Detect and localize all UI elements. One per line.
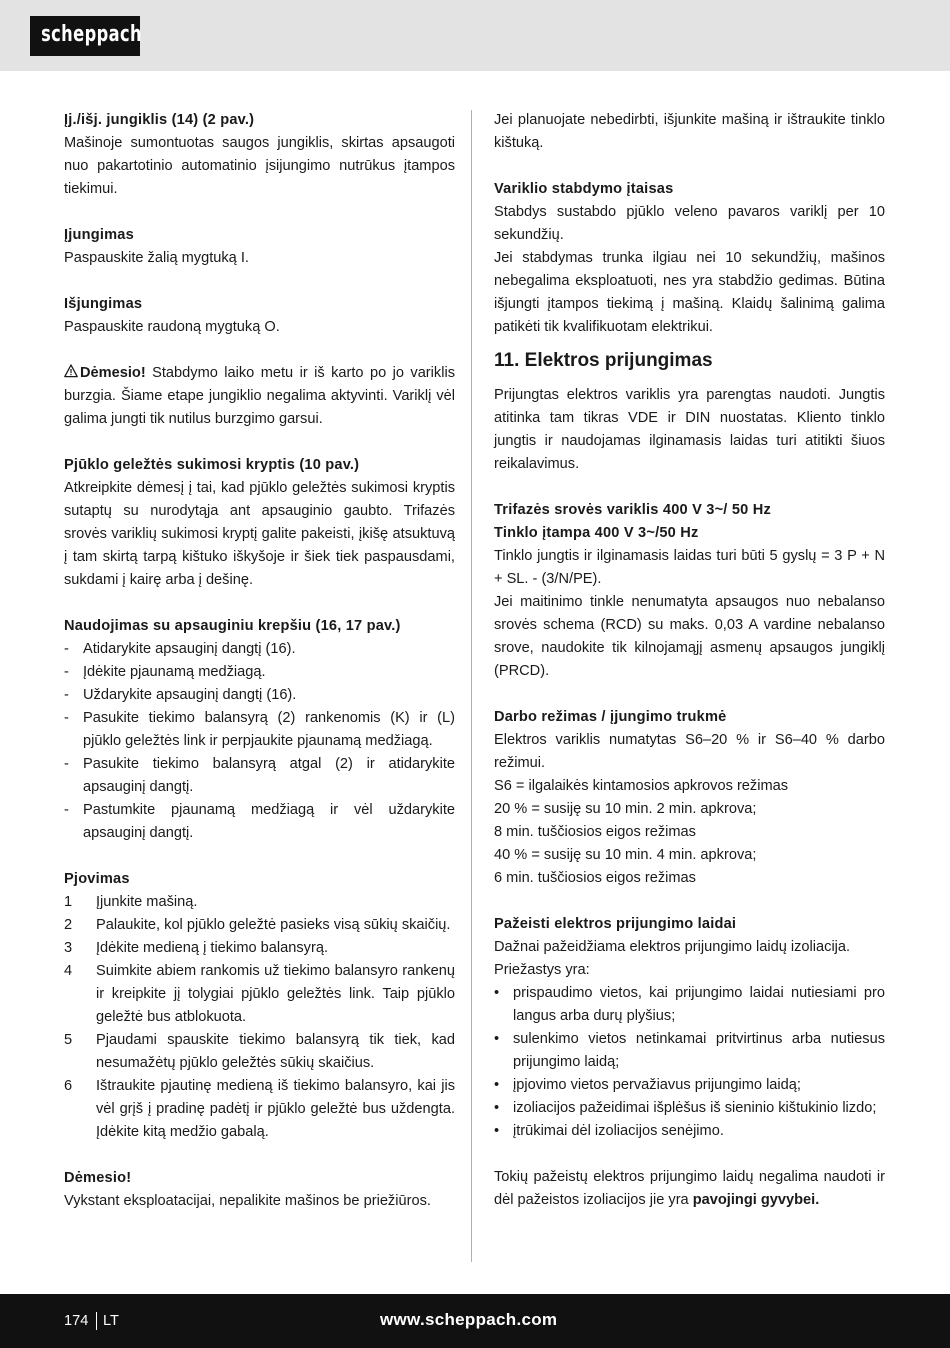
- list-item: - Pastumkite pjaunamą medžiagą ir vėl uždarykite apsauginį dangtį.: [64, 802, 455, 841]
- duty-line: S6 = ilgalaikės kintamosios apkrovos režimas: [494, 778, 789, 794]
- website-link[interactable]: www.scheppach.com: [380, 1310, 558, 1329]
- duty-line: 6 min. tuščiosios eigos režimas: [494, 870, 696, 886]
- on-text: Paspauskite žalią mygtuką I.: [64, 250, 249, 266]
- column-divider: [471, 110, 472, 1262]
- list-item: 6 Ištraukite pjautinę medieną iš tiekimo balansyro, kai jis vėl grįš į pradinę padėtį ir pjūklo geležtė bus uždengta. Įdėkite kitą medžio gabalą.: [64, 1078, 455, 1140]
- page-header: [0, 0, 950, 71]
- list-item: 4 Suimkite abiem rankomis už tiekimo balansyro rankenų ir kreipkite jį tolygiai pjūklo geležtės link. Taip pjūklo geležtė bus atblokuota.: [64, 963, 455, 1025]
- caution-title: Dėmesio!: [64, 1170, 132, 1186]
- damage-text: Dažnai pažeidžiama elektros prijungimo laidų izoliacija.: [494, 939, 851, 955]
- idle-text: Jei planuojate nebedirbti, išjunkite mašiną ir ištraukite tinklo kištuką.: [494, 112, 885, 151]
- caution-text: Vykstant eksploatacijai, nepalikite mašinos be priežiūros.: [64, 1193, 431, 1209]
- logo-text: scheppach: [41, 22, 142, 47]
- on-title: Įjungimas: [64, 227, 134, 243]
- connection-text: Prijungtas elektros variklis yra parengtas naudoti. Jungtis atitinka tam tikras VDE ir DIN nuostatas. Kliento tinklo jungtis ir naudojamas ilginamasis laidas turi atitikti šiuos reikalavimus.: [494, 387, 885, 472]
- three-phase-title: Trifazės srovės variklis 400 V 3~/ 50 Hz: [494, 502, 771, 518]
- three-phase-text-1: Tinklo jungtis ir ilginamasis laidas turi būti 5 gyslų = 3 P + N + SL. - (3/N/PE).: [494, 548, 885, 587]
- brake-text-2: Jei stabdymas trunka ilgiau nei 10 sekundžių, mašinos nebegalima eksploatuoti, nes yra stabdžio gedimas. Būtina išjungti įtampos tiekimą į mašiną. Klaidų šalinimą galima patikėti tik kvalifikuotam elektrikui.: [494, 250, 885, 335]
- causes-label: Priežastys yra:: [494, 962, 590, 978]
- attention-label: Dėmesio!: [80, 365, 146, 381]
- list-item: • sulenkimo vietos netinkamai pritvirtinus arba nutiesus prijungimo laidą;: [494, 1031, 885, 1070]
- list-item: - Įdėkite pjaunamą medžiagą.: [64, 664, 266, 680]
- list-item: - Atidarykite apsauginį dangtį (16).: [64, 641, 296, 657]
- duty-line: 8 min. tuščiosios eigos režimas: [494, 824, 696, 840]
- left-column: [64, 109, 455, 1213]
- bag-title: Naudojimas su apsauginiu krepšiu (16, 17 pav.): [64, 618, 401, 634]
- list-item: - Pasukite tiekimo balansyrą (2) rankenomis (K) ir (L) pjūklo geležtės link ir perpjaukite pjaunamą medžiagą.: [64, 710, 455, 749]
- attention-paragraph: [64, 362, 455, 431]
- rotation-title: Pjūklo geležtės sukimosi kryptis (10 pav.): [64, 457, 360, 473]
- off-title: Išjungimas: [64, 296, 143, 312]
- voltage-title: Tinklo įtampa 400 V 3~/50 Hz: [494, 525, 699, 541]
- list-item: • įtrūkimai dėl izoliacijos senėjimo.: [494, 1123, 724, 1139]
- page-number: 174: [64, 1313, 89, 1329]
- cut-steps-list: [64, 891, 455, 1144]
- off-text: Paspauskite raudoną mygtuką O.: [64, 319, 280, 335]
- footer-separator: [96, 1312, 97, 1330]
- page-footer: [0, 1294, 950, 1348]
- list-item: • įpjovimo vietos pervažiavus prijungimo laidą;: [494, 1077, 801, 1093]
- final-text: Tokių pažeistų elektros prijungimo laidų negalima naudoti ir dėl pažeistos izoliacijos jie yra: [494, 1169, 885, 1208]
- list-item: 1 Įjunkite mašiną.: [64, 894, 198, 910]
- attention-text: Stabdymo laiko metu ir iš karto po jo variklis burzgia. Šiame etape jungiklio negalima aktyvinti. Variklį vėl galima jungti tik nutilus burzgimo garsui.: [64, 365, 455, 427]
- brake-title: Variklio stabdymo įtaisas: [494, 181, 674, 197]
- switch-title: Įj./išj. jungiklis (14) (2 pav.): [64, 112, 255, 128]
- causes-list: [494, 982, 885, 1143]
- list-item: 2 Palaukite, kol pjūklo geležtė pasieks visą sūkių skaičių.: [64, 917, 451, 933]
- list-item: - Pasukite tiekimo balansyrą atgal (2) ir atidarykite apsauginį dangtį.: [64, 756, 455, 795]
- warning-triangle-icon: [64, 364, 78, 378]
- final-paragraph: [494, 1166, 885, 1212]
- brake-text-1: Stabdys sustabdo pjūklo veleno pavaros variklį per 10 sekundžių.: [494, 204, 885, 243]
- language-code: LT: [103, 1313, 119, 1329]
- switch-text: Mašinoje sumontuotas saugos jungiklis, skirtas apsaugoti nuo pakartotinio automatinio įsijungimo nutrūkus įtampos tiekimui.: [64, 135, 455, 197]
- list-item: - Uždarykite apsauginį dangtį (16).: [64, 687, 297, 703]
- duty-line: Elektros variklis numatytas S6–20 % ir S6–40 % darbo režimui.: [494, 732, 885, 771]
- duty-title: Darbo režimas / įjungimo trukmė: [494, 709, 727, 725]
- rotation-text: Atkreipkite dėmesį į tai, kad pjūklo geležtės sukimosi kryptis sutaptų su nurodytąja ant apsauginio gaubto. Trifazės srovės variklių sukimosi kryptį galite pakeisti, įkišę atsuktuvą į tam skirtą tarpą kištuko iškyšoje ir šiek tiek paspausdami, sukdami į kairę arba į dešinę.: [64, 480, 455, 588]
- three-phase-text-2: Jei maitinimo tinkle nenumatyta apsaugos nuo nebalanso srovės schema (RCD) su maks. 0,03 A vardine nebalanso srove, naudokite tik kilnojamąjį asmenų apsaugos jungiklį (PRCD).: [494, 594, 885, 679]
- list-item: • prispaudimo vietos, kai prijungimo laidai nutiesiami pro langus arba durų plyšius;: [494, 985, 885, 1024]
- right-column: [494, 109, 885, 1212]
- section-title: 11. Elektros prijungimas: [494, 350, 713, 371]
- damage-title: Pažeisti elektros prijungimo laidai: [494, 916, 737, 932]
- list-item: • izoliacijos pažeidimai išplėšus iš sieninio kištukinio lizdo;: [494, 1100, 877, 1116]
- list-item: 3 Įdėkite medieną į tiekimo balansyrą.: [64, 940, 328, 956]
- scheppach-logo: [30, 16, 140, 56]
- final-bold: pavojingi gyvybei.: [692, 1192, 820, 1208]
- cut-title: Pjovimas: [64, 871, 130, 887]
- list-item: 5 Pjaudami spauskite tiekimo balansyrą tik tiek, kad nesumažėtų pjūklo geležtės sūkių skaičius.: [64, 1032, 455, 1071]
- duty-line: 40 % = susiję su 10 min. 4 min. apkrova;: [494, 847, 757, 863]
- duty-line: 20 % = susiję su 10 min. 2 min. apkrova;: [494, 801, 757, 817]
- bag-steps-list: [64, 638, 455, 845]
